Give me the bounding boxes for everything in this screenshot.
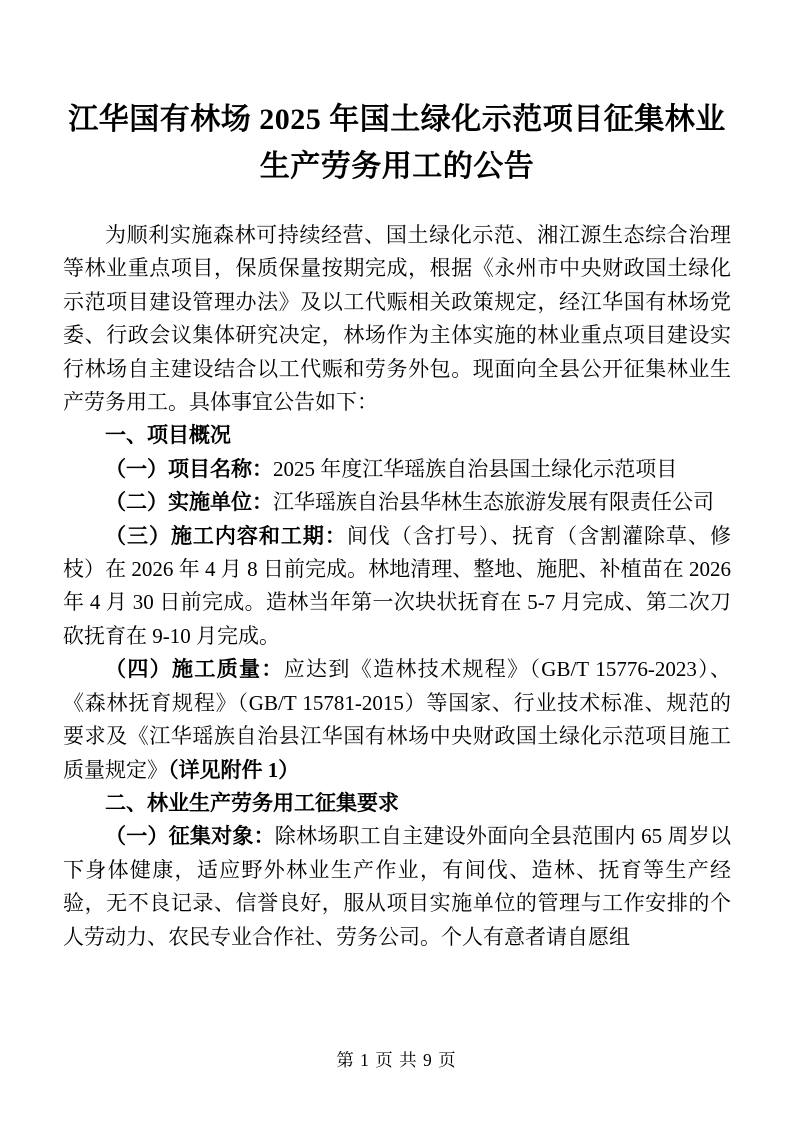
page-footer [0,1047,793,1072]
recruitment-target-paragraph [63,820,731,954]
implementing-unit-label: （二）实施单位： [105,490,273,515]
construction-content-label: （三）施工内容和工期： [105,523,347,548]
title-line-1: 江华国有林场 2025 年国土绿化示范项目征集林业 [68,103,726,136]
title-line-2: 生产劳务用工的公告 [259,150,535,183]
implementing-unit-text: 江华瑶族自治县华林生态旅游发展有限责任公司 [273,490,714,515]
page-number: 第 1 页 共 9 页 [336,1050,457,1070]
project-name-text: 2025 年度江华瑶族自治县国土绿化示范项目 [273,456,678,481]
recruitment-target-text: 除林场职工自主建设外面向全县范围内 65 周岁以下身体健康，适应野外林业生产作业，有间伐、造林、抚育等生产经验，无不良记录、信誉良好，服从项目实施单位的管理与工作安排的个人劳动力、农民专业合作社、劳务公司。个人有意者请自愿组 [63,824,732,949]
recruitment-target-label: （一）征集对象： [105,824,275,849]
section-2-heading-text: 二、林业生产劳务用工征集要求 [105,790,399,815]
construction-quality-text: 应达到《造林技术规程》（GB/T 15776-2023）、《森林抚育规程》（GB/T 15781-2015）等国家、行业技术标准、规范的要求及《江华瑶族自治县江华国有林场中央财政国土绿化示范项目施工质量规定》 [63,657,732,782]
construction-quality-paragraph [63,653,731,787]
document-title [63,96,731,190]
attachment-reference: （详见附件 1） [168,757,300,782]
implementing-unit-paragraph [63,486,731,519]
construction-quality-label: （四）施工质量： [105,657,284,682]
project-name-label: （一）项目名称： [105,456,273,481]
intro-paragraph [63,219,731,419]
intro-paragraph-text: 为顺利实施森林可持续经营、国土绿化示范、湘江源生态综合治理等林业重点项目，保质保量按期完成，根据《永州市中央财政国土绿化示范项目建设管理办法》及以工代赈相关政策规定，经江华国有林场党委、行政会议集体研究决定，林场作为主体实施的林业重点项目建设实行林场自主建设结合以工代赈和劳务外包。现面向全县公开征集林业生产劳务用工。具体事宜公告如下： [63,223,731,415]
project-name-paragraph [63,453,731,486]
section-1-heading-text: 一、项目概况 [105,423,231,448]
construction-content-paragraph [63,520,731,654]
section-1-heading [63,419,731,452]
section-2-heading [63,787,731,820]
construction-content-text: 间伐（含打号）、抚育（含割灌除草、修枝）在 2026 年 4 月 8 日前完成。林地清理、整地、施肥、补植苗在 2026 年 4 月 30 日前完成。造林当年第一次块状抚育在 5-7 月完成、第二次刀砍抚育在 9-10 月完成。 [63,523,732,648]
